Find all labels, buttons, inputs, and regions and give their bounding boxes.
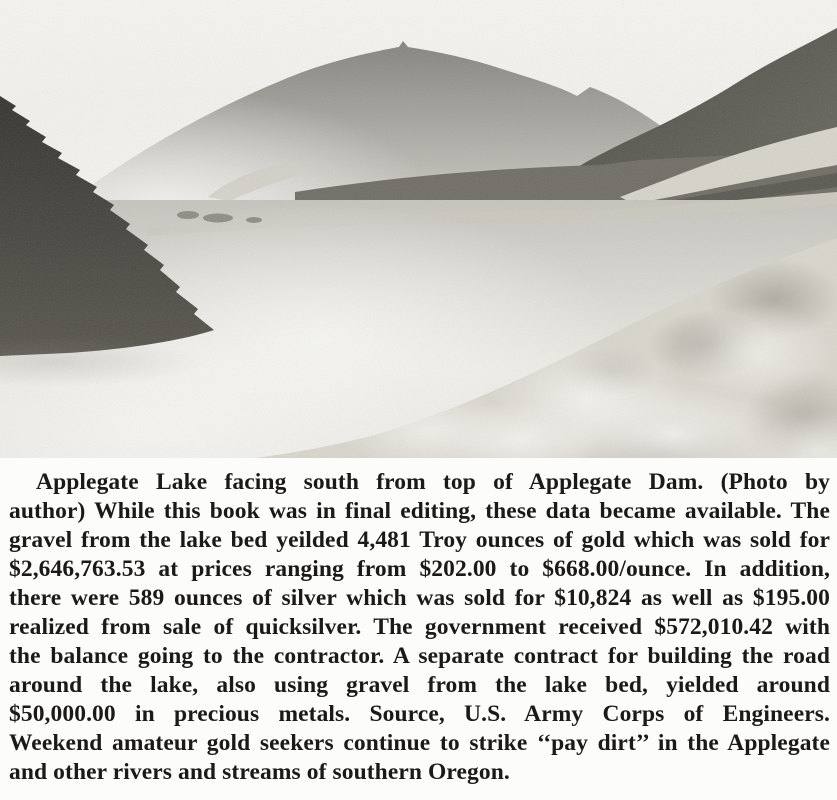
caption-line: Applegate Lake facing south from top of Applegate Dam. (Photo by bbox=[36, 469, 830, 495]
caption-line: $2,646,763.53 at prices ranging from $202.00 to $668.00/ounce. In addition, bbox=[9, 556, 830, 582]
caption-line: and other rivers and streams of southern Oregon. bbox=[9, 759, 510, 785]
caption-line: the balance going to the contractor. A separate contract for building the road bbox=[9, 643, 830, 669]
caption-line: gravel from the lake bed yeilded 4,481 Troy ounces of gold which was sold for bbox=[9, 527, 830, 553]
caption-line: author) While this book was in final editing, these data became available. The bbox=[9, 498, 830, 524]
caption-line: there were 589 ounces of silver which was sold for $10,824 as well as $195.00 bbox=[9, 585, 830, 611]
photo-caption bbox=[0, 458, 837, 787]
caption-line: around the lake, also using gravel from the lake bed, yielded around bbox=[9, 672, 830, 698]
caption-line: $50,000.00 in precious metals. Source, U.S. Army Corps of Engineers. bbox=[9, 701, 830, 727]
caption-line: Weekend amateur gold seekers continue to strike ‘‘pay dirt’’ in the Applegate bbox=[9, 730, 830, 756]
caption-line: realized from sale of quicksilver. The government received $572,010.42 with bbox=[9, 614, 830, 640]
